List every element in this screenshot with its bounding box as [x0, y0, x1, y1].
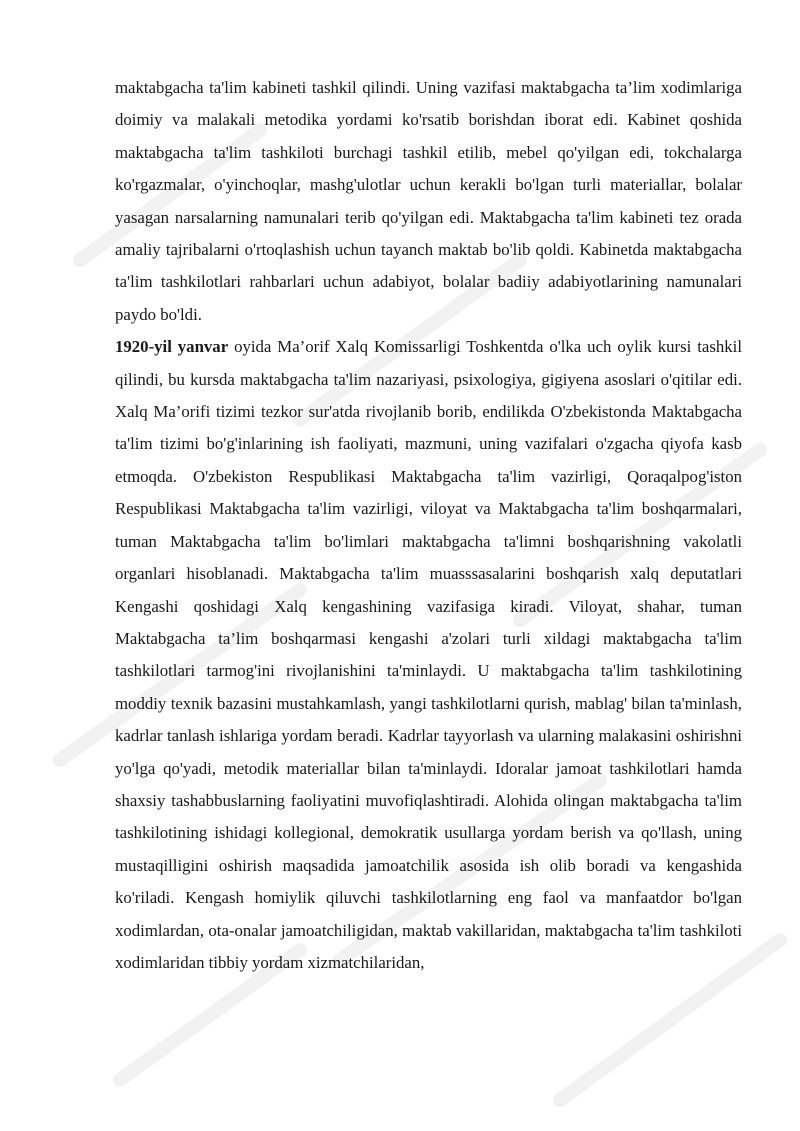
paragraph-2-body: oyida Ma’orif Xalq Komissarligi Toshkentda o'lka uch oylik kursi tashkil qilindi, bu kursda maktabgacha ta'lim nazariyasi, psixologiya, gigiyena asoslari o'qitilar edi. Xalq Ma’orifi tizimi tezkor sur'atda rivojlanib borib, endilikda O'zbekistonda Maktabgacha ta'lim tizimi bo'g'inlarining ish faoliyati, mazmuni, uning vazifalari o'zgacha qiyofa kasb etmoqda. O'zbekiston Respublikasi Maktabgacha ta'lim vazirligi, Qoraqalpog'iston Respublikasi Maktabgacha ta'lim vazirligi, viloyat va Maktabgacha ta'lim boshqarmalari, tuman Maktabgacha ta'lim bo'limlari maktabgacha ta'limni boshqarishning vakolatli organlari hisoblanadi. Maktabgacha ta'lim muasssasalarini boshqarish xalq deputatlari Kengashi qoshidagi Xalq kengashining vazifasiga kiradi. Viloyat, shahar, tuman Maktabgacha ta’lim boshqarmasi kengashi a'zolari turli xildagi maktabgacha ta'lim tashkilotlari tarmog'ini rivojlanishini ta'minlaydi. U maktabgacha ta'lim tashkilotining moddiy texnik bazasini mustahkamlash, yangi tashkilotlarni qurish, mablag' bilan ta'minlash, kadrlar tanlash ishlariga yordam beradi. Kadrlar tayyorlash va ularning malakasini oshirishni yo'lga qo'yadi, metodik materiallar bilan ta'minlaydi. Idoralar jamoat tashkilotlari hamda shaxsiy tashabbuslarning faoliyatini muvofiqlashtiradi. Alohida olingan maktabgacha ta'lim tashkilotining ishidagi kollegional, demokratik usullarga yordam berish va qo'llash, uning mustaqilligini oshirish maqsadida jamoatchilik asosida ish olib boradi va kengashida ko'riladi. Kengash homiylik qiluvchi tashkilotlarning eng faol va manfaatdor bo'lgan xodimlardan, ota-onalar jamoatchiligidan, maktab vakillaridan, maktabgacha ta'lim tashkiloti xodimlaridan tibbiy yordam xizmatchilaridan, [115, 337, 742, 972]
paragraph-2 [115, 331, 742, 979]
document-body [115, 72, 742, 979]
paragraph-1: maktabgacha ta'lim kabineti tashkil qilindi. Uning vazifasi maktabgacha ta’lim xodimlariga doimiy va malakali metodika yordami ko'rsatib borishdan iborat edi. Kabinet qoshida maktabgacha ta'lim tashkiloti burchagi tashkil etilib, mebel qo'yilgan edi, tokchalarga ko'rgazmalar, o'yinchoqlar, mashg'ulotlar uchun kerakli bo'lgan turli materiallar, bolalar yasagan narsalarning namunalari terib qo'yilgan edi. Maktabgacha ta'lim kabineti tez orada amaliy tajribalarni o'rtoqlashish uchun tayanch maktab bo'lib qoldi. Kabinetda maktabgacha ta'lim tashkilotlari rahbarlari uchun adabiyot, bolalar badiiy adabiyotlarining namunalari paydo bo'ldi. [115, 78, 742, 324]
paragraph-2-date-lead: 1920-yil yanvar [115, 337, 229, 357]
